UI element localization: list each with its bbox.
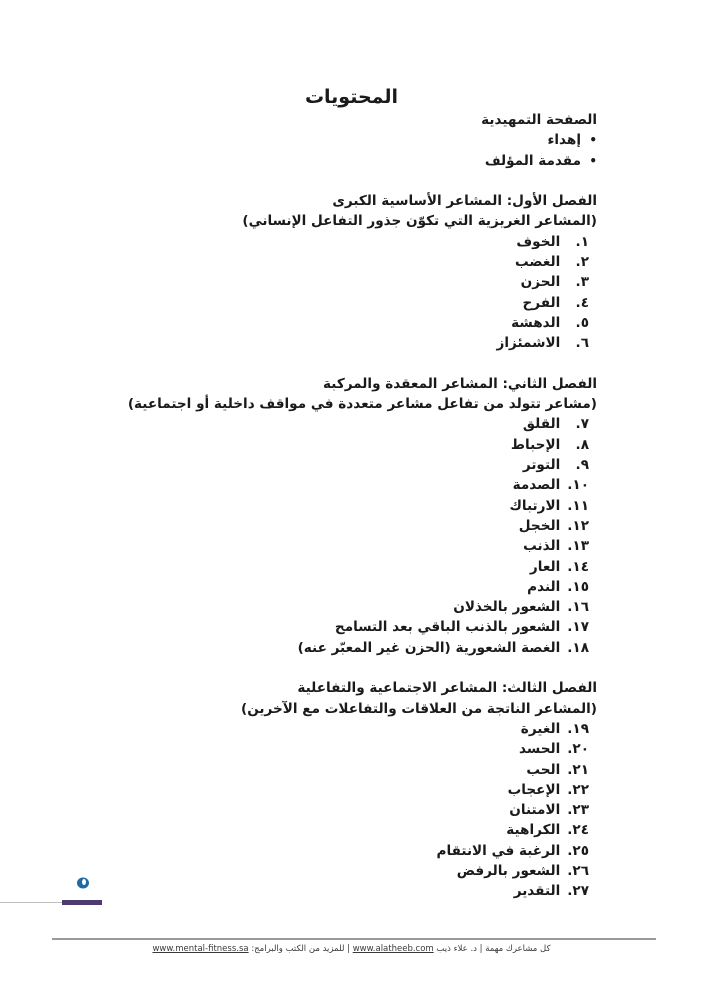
item-label: القلق	[522, 416, 561, 433]
item-number: ٢٣.	[567, 802, 589, 819]
list-item[interactable]	[37, 252, 597, 272]
list-item[interactable]	[37, 313, 597, 333]
item-number: ٩.	[575, 457, 589, 474]
list-item[interactable]	[37, 435, 597, 455]
item-number: ١٩.	[567, 720, 589, 737]
item-number: ٢٠.	[567, 741, 589, 758]
item-number: ٣.	[575, 274, 589, 291]
item-label: الشعور بالذنب الباقي بعد التسامح	[334, 619, 561, 636]
item-label: الإحباط	[510, 436, 561, 453]
list-item[interactable]	[37, 496, 597, 516]
list-item[interactable]	[37, 597, 597, 617]
item-label: الاشمئزاز	[496, 335, 561, 352]
list-item[interactable]	[37, 455, 597, 475]
list-item[interactable]	[37, 820, 597, 840]
item-label: الدهشة	[511, 314, 561, 331]
list-item[interactable]	[37, 719, 597, 739]
item-number: ١٠.	[567, 477, 589, 494]
page-title: المحتويات	[304, 86, 399, 108]
page-bar-accent	[62, 900, 102, 905]
chapter2-heading: الفصل الثاني: المشاعر المعقدة والمركبة	[323, 375, 597, 392]
item-number: ٢.	[575, 254, 589, 271]
item-number: ١٧.	[567, 619, 589, 636]
item-number: ٢٧.	[567, 883, 589, 900]
item-number: ١٤.	[567, 558, 589, 575]
item-number: ١٦.	[567, 599, 589, 616]
item-label: الخوف	[516, 233, 561, 250]
list-item[interactable]: • إهداء	[37, 130, 597, 150]
footer-author: د. علاء ذيب	[436, 944, 477, 954]
list-item[interactable]	[37, 293, 597, 313]
chapter3-list	[37, 719, 597, 902]
chapter1-list	[37, 232, 597, 354]
item-number: ١٥.	[567, 578, 589, 595]
item-label: الارتباك	[509, 497, 561, 514]
list-item[interactable]	[37, 780, 597, 800]
list-item[interactable]	[37, 739, 597, 759]
footer-more: للمزيد من الكتب والبرامج:	[251, 944, 345, 954]
item-label: الرغبة في الانتقام	[436, 842, 561, 859]
footer-link-mental-fitness[interactable]: www.mental-fitness.sa	[152, 944, 249, 954]
item-number: ٢٢.	[567, 781, 589, 798]
table-of-contents	[37, 110, 597, 902]
chapter3-subheading: (المشاعر الناتجة من العلاقات والتفاعلات مع الآخرين)	[240, 700, 597, 717]
list-item[interactable]	[37, 333, 597, 353]
item-number: ٢٤.	[567, 822, 589, 839]
item-label: الشعور بالخذلان	[453, 599, 561, 616]
item-number: ١٢.	[567, 517, 589, 534]
item-label: الإعجاب	[507, 781, 561, 798]
item-number: ١.	[575, 233, 589, 250]
list-item[interactable]	[37, 617, 597, 637]
list-item[interactable]	[37, 232, 597, 252]
list-item[interactable]	[37, 557, 597, 577]
list-item[interactable]	[37, 516, 597, 536]
item-number: ١٨.	[567, 639, 589, 656]
footer-link-alatheeb[interactable]: www.alatheeb.com	[352, 944, 434, 954]
item-label: الامتنان	[509, 802, 561, 819]
item-label: الفرح	[522, 294, 561, 311]
item-label: الحب	[526, 761, 561, 778]
list-item[interactable]	[37, 414, 597, 434]
item-number: ٨.	[575, 436, 589, 453]
list-item[interactable]	[37, 760, 597, 780]
item-number: ١٣.	[567, 538, 589, 555]
list-item[interactable]: • مقدمة المؤلف	[37, 151, 597, 171]
item-label: الذنب	[523, 538, 561, 555]
item-number: ٢٥.	[567, 842, 589, 859]
list-item[interactable]	[37, 638, 597, 658]
list-item[interactable]	[37, 800, 597, 820]
item-label: التوتر	[522, 457, 561, 474]
chapter1-subheading: (المشاعر الغريزية التي تكوّن جذور التفاعل الإنساني)	[242, 213, 597, 230]
item-number: ٦.	[575, 335, 589, 352]
chapter2-subheading: (مشاعر تتولد من تفاعل مشاعر متعددة في مواقف داخلية أو اجتماعية)	[127, 396, 597, 413]
item-number: ٧.	[575, 416, 589, 433]
list-item[interactable]	[37, 536, 597, 556]
footer: كل مشاعرك مهمة | د. علاء ذيب www.alatheeb.com | للمزيد من الكتب والبرامج: www.mental-fitness.sa	[152, 944, 551, 954]
item-label: الغضب	[515, 254, 561, 271]
intro-heading: الصفحة التمهيدية	[481, 112, 597, 128]
item-label: الندم	[527, 578, 561, 595]
list-item[interactable]	[37, 881, 597, 901]
item-label: الغصة الشعورية (الحزن غير المعبّر عنه)	[297, 639, 561, 656]
chapter1-heading: الفصل الأول: المشاعر الأساسية الكبرى	[332, 193, 597, 210]
item-label: الشعور بالرفض	[456, 862, 561, 879]
item-number: ٢١.	[567, 761, 589, 778]
item-label: الغيرة	[520, 720, 561, 737]
item-label: الكراهية	[506, 822, 561, 839]
item-label: الحزن	[520, 274, 561, 291]
list-item[interactable]	[37, 861, 597, 881]
list-item[interactable]	[37, 577, 597, 597]
chapter3-heading: الفصل الثالث: المشاعر الاجتماعية والتفاعلية	[297, 680, 597, 697]
item-label: الحسد	[519, 741, 561, 758]
item-label: الصدمة	[512, 477, 561, 494]
item-label: التقدير	[513, 883, 561, 900]
page-marker-icon	[73, 876, 93, 890]
footer-book: كل مشاعرك مهمة	[485, 944, 551, 954]
item-number: ٥.	[575, 314, 589, 331]
chapter2-list	[37, 414, 597, 658]
item-label: العار	[529, 558, 561, 575]
item-number: ١١.	[567, 497, 589, 514]
list-item[interactable]	[37, 272, 597, 292]
list-item[interactable]	[37, 841, 597, 861]
footer-rule	[52, 938, 656, 940]
item-number: ٢٦.	[567, 862, 589, 879]
item-label: الخجل	[518, 517, 561, 534]
item-number: ٤.	[575, 294, 589, 311]
page-bar	[0, 902, 62, 903]
list-item[interactable]	[37, 475, 597, 495]
